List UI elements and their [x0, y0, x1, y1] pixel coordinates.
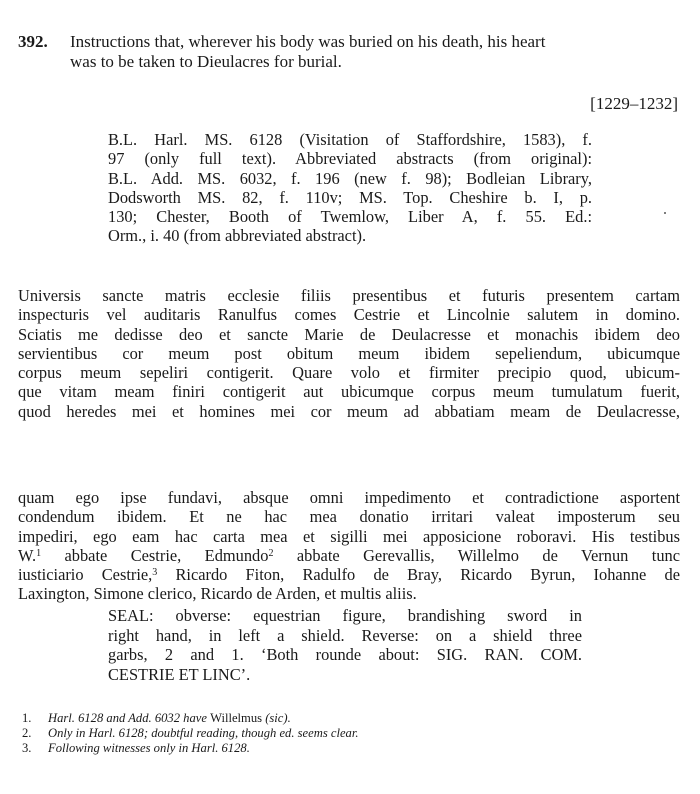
witness-text: iusticiario Cestrie, — [18, 565, 153, 585]
charter-line: Laxington, Simone clerico, Ricardo de Arden, et multis aliis. — [18, 584, 417, 604]
witness-text: abbate Cestrie, Edmundo — [41, 545, 269, 565]
seal-line: right hand, in left a shield. Reverse: on a shield three — [108, 625, 582, 645]
sources-line: 130; Chester, Booth of Twemlow, Liber A, f. 55. Ed.: — [108, 207, 592, 227]
entry-number: 392. — [18, 32, 48, 51]
charter-line — [18, 546, 680, 565]
footnote — [22, 711, 582, 726]
charter-text-part-1 — [18, 286, 680, 421]
entry-title-line: was to be taken to Dieulacres for burial. — [70, 52, 342, 71]
footnote — [22, 741, 582, 756]
witness-text: Ricardo Fiton, Radulfo de Bray, Ricardo Byrun, Iohanne de — [157, 565, 680, 585]
charter-line: que vitam meam finiri contigerit aut ubicumque corpus meum tumulatum fuerit, — [18, 382, 680, 402]
charter-line: quam ego ipse fundavi, absque omni impedimento et contradictione asportent — [18, 488, 680, 507]
seal-description — [108, 606, 582, 684]
footnote-text — [48, 711, 291, 725]
charter-line: servientibus cor meum post obitum meum ibidem sepeliendum, ubicumque — [18, 343, 680, 363]
footnote-ref-3: 3 — [152, 567, 158, 579]
charter-line: corpus meum sepeliri contigerit. Quare volo et firmiter precipio quod, ubicum- — [18, 363, 680, 383]
footnote-ref-2: 2 — [268, 547, 274, 559]
entry-title — [70, 32, 680, 72]
charter-line — [18, 565, 680, 584]
charter-text-part-2 — [18, 488, 680, 604]
charter-line: Sciatis me dedisse deo et sancte Marie de Deulacresse et monachis ibidem deo — [18, 324, 680, 344]
entry-date: [1229–1232] — [590, 94, 678, 113]
sources-line: B.L. Add. MS. 6032, f. 196 (new f. 98); Bodleian Library, — [108, 168, 592, 188]
seal-line: CESTRIE ET LINC’. — [108, 664, 251, 684]
sources-line: 97 (only full text). Abbreviated abstracts (from original): — [108, 149, 592, 169]
seal-line: SEAL: obverse: equestrian figure, brandishing sword in — [108, 606, 582, 625]
footnote-ref-1: 1 — [36, 547, 42, 559]
charter-line: Universis sancte matris ecclesie filiis presentibus et futuris presentem cartam — [18, 286, 680, 305]
footnote-text-italic: (sic). — [262, 711, 291, 725]
footnote-number: 1. — [22, 711, 32, 725]
sources-paragraph — [108, 130, 592, 246]
page-speck — [664, 212, 666, 214]
footnote-number: 2. — [22, 725, 32, 740]
footnote-text-roman: Willelmus — [210, 711, 263, 725]
footnote-text-italic: Harl. 6128 and Add. 6032 have — [48, 711, 211, 725]
footnote — [22, 726, 582, 741]
charter-line: condendum ibidem. Et ne hac mea donatio irritari valeat imposterum seu — [18, 507, 680, 527]
sources-line: B.L. Harl. MS. 6128 (Visitation of Staffordshire, 1583), f. — [108, 130, 592, 149]
charter-line: impediri, ego eam hac carta mea et sigilli mei apposicione roboravi. His testibus — [18, 526, 680, 546]
footnotes — [22, 711, 582, 755]
seal-line: garbs, 2 and 1. ‘Both rounde about: SIG. RAN. COM. — [108, 645, 582, 664]
witness-text: W. — [18, 545, 37, 565]
sources-line: Dodsworth MS. 82, f. 110v; MS. Top. Cheshire b. I, p. — [108, 187, 592, 207]
sources-line: Orm., i. 40 (from abbreviated abstract). — [108, 226, 367, 246]
witness-text: abbate Gerevallis, Willelmo de Vernun tunc — [273, 545, 681, 565]
footnote-text: Only in Harl. 6128; doubtful reading, though ed. seems clear. — [48, 725, 359, 740]
entry-title-line: Instructions that, wherever his body was buried on his death, his heart — [70, 32, 546, 51]
charter-line: quod heredes mei et homines mei cor meum ad abbatiam meam de Deulacresse, — [18, 401, 680, 421]
charter-line: inspecturis vel auditaris Ranulfus comes Cestrie et Lincolnie salutem in domino. — [18, 305, 680, 325]
footnote-number: 3. — [22, 740, 32, 755]
footnote-text: Following witnesses only in Harl. 6128. — [48, 740, 250, 755]
